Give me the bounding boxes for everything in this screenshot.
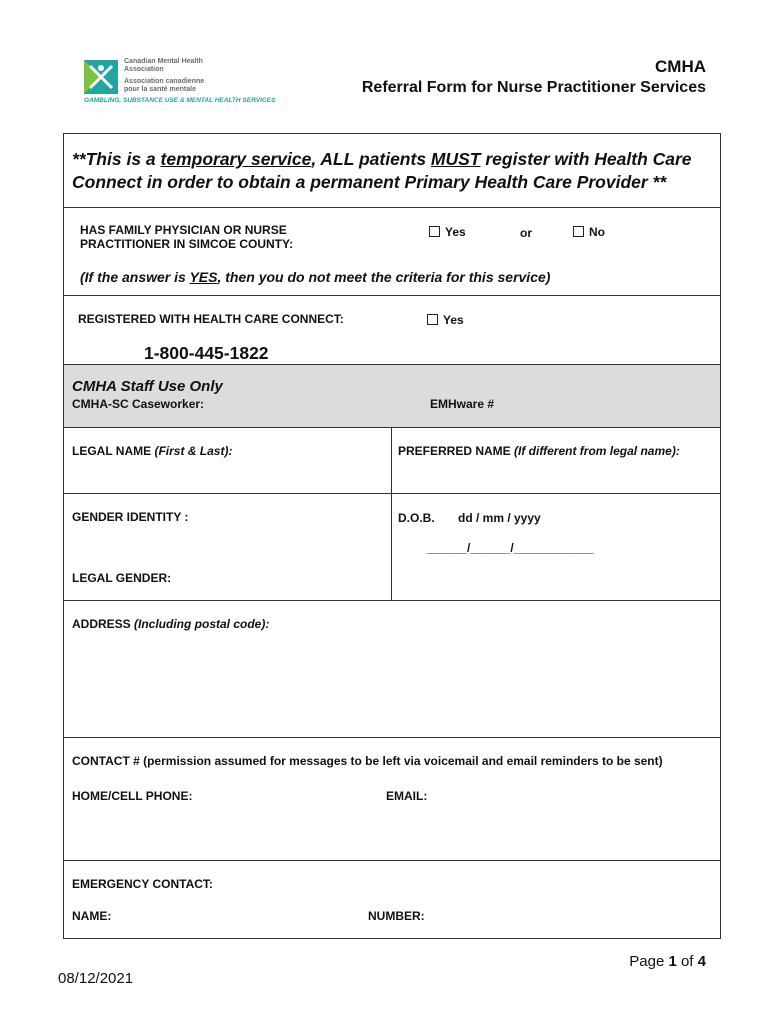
- caseworker-label: CMHA-SC Caseworker:: [72, 397, 205, 411]
- address-field[interactable]: ADDRESS (Including postal code):: [72, 617, 270, 631]
- emhware-label: EMHware #: [430, 397, 495, 411]
- page-indicator: Page 1 of 4: [629, 953, 706, 970]
- hcc-label: REGISTERED WITH HEALTH CARE CONNECT:: [78, 312, 344, 326]
- hcc-yes-option[interactable]: Yes: [427, 313, 464, 327]
- temporary-service-notice: **This is a temporary service, ALL patients MUST register with Health Care Connect in order to obtain a permanent Primary Health Care Provider **: [72, 149, 692, 192]
- divider: [63, 427, 721, 428]
- divider: [63, 493, 721, 494]
- gender-identity-field[interactable]: GENDER IDENTITY :: [72, 510, 189, 524]
- emergency-name-field[interactable]: NAME:: [72, 909, 112, 923]
- emergency-contact-heading: EMERGENCY CONTACT:: [72, 877, 213, 891]
- staff-use-title: CMHA Staff Use Only: [72, 378, 223, 395]
- form-date: 08/12/2021: [58, 970, 134, 987]
- divider: [63, 364, 721, 365]
- checkbox-hcc-yes[interactable]: [427, 314, 438, 325]
- logo-name-en: Canadian Mental Health Association: [124, 58, 203, 73]
- checkbox-no[interactable]: [573, 226, 584, 237]
- divider: [63, 860, 721, 861]
- email-field[interactable]: EMAIL:: [386, 789, 428, 803]
- criteria-note: (If the answer is YES, then you do not meet the criteria for this service): [80, 269, 551, 285]
- divider: [63, 600, 721, 601]
- cmha-logo-mark-icon: [84, 60, 118, 94]
- family-physician-label: HAS FAMILY PHYSICIAN OR NURSE PRACTITIONER IN SIMCOE COUNTY:: [80, 223, 294, 251]
- family-physician-yes-option[interactable]: Yes: [429, 225, 466, 239]
- divider: [63, 737, 721, 738]
- divider: [63, 295, 721, 296]
- home-cell-phone-field[interactable]: HOME/CELL PHONE:: [72, 789, 193, 803]
- emergency-number-field[interactable]: NUMBER:: [368, 909, 425, 923]
- dob-format: dd / mm / yyyy: [458, 511, 541, 525]
- contact-heading: CONTACT # (permission assumed for messages to be left via voicemail and email reminders to be sent): [72, 754, 663, 768]
- column-divider: [391, 427, 392, 600]
- family-physician-no-option[interactable]: No: [573, 225, 605, 239]
- or-text: or: [520, 226, 532, 240]
- legal-gender-field[interactable]: LEGAL GENDER:: [72, 571, 172, 585]
- header-title: Referral Form for Nurse Practitioner Services: [361, 79, 706, 96]
- divider: [63, 207, 721, 208]
- checkbox-yes[interactable]: [429, 226, 440, 237]
- logo-tagline: GAMBLING, SUBSTANCE USE & MENTAL HEALTH SERVICES: [84, 97, 276, 104]
- dob-label: D.O.B.: [398, 511, 435, 525]
- legal-name-field[interactable]: LEGAL NAME (First & Last):: [72, 444, 233, 458]
- preferred-name-field[interactable]: PREFERRED NAME (If different from legal name):: [398, 444, 680, 458]
- form-frame: [63, 133, 721, 939]
- header-org: CMHA: [655, 57, 706, 76]
- dob-input[interactable]: ______/______/____________: [427, 541, 594, 555]
- hcc-phone-number: 1-800-445-1822: [144, 343, 269, 363]
- logo-name-fr: Association canadienne pour la santé mentale: [124, 78, 205, 93]
